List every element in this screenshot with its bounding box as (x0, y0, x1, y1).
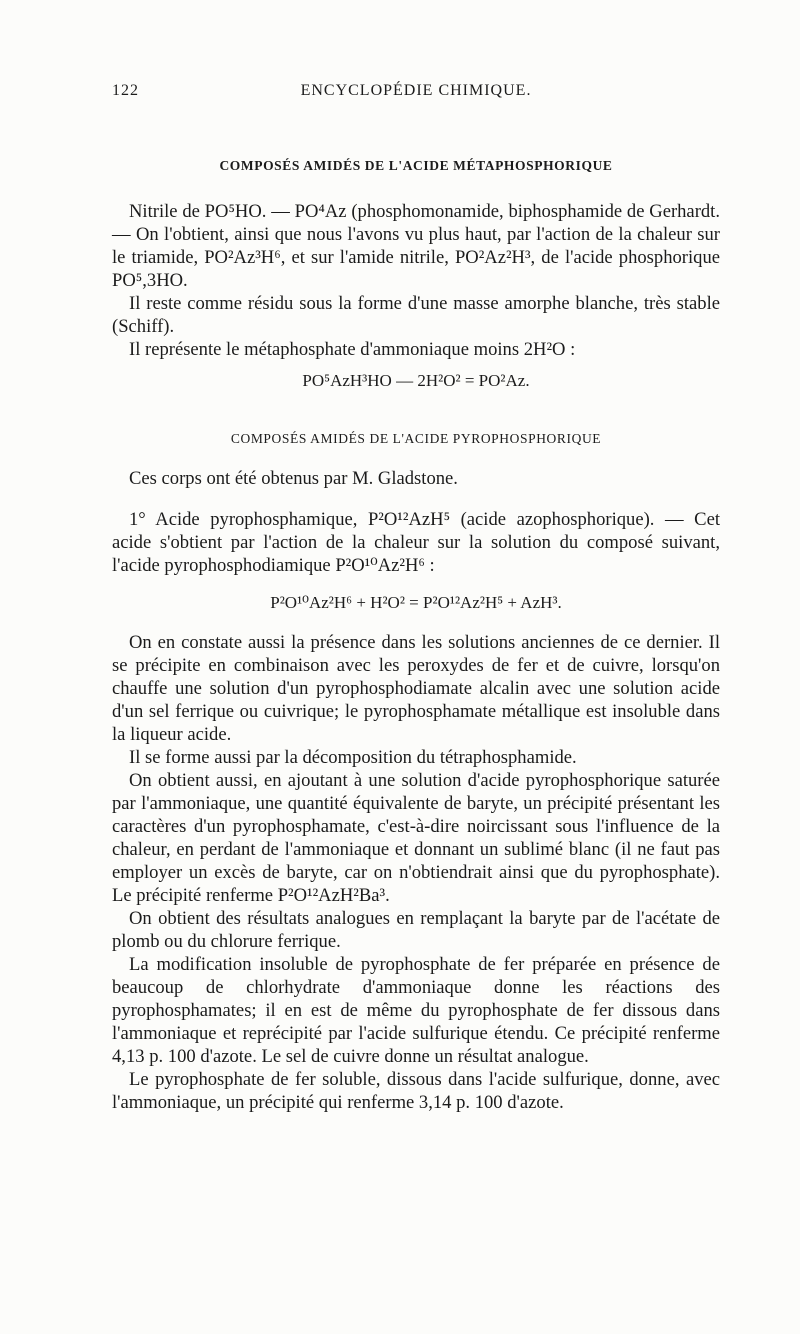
paragraph: La modification insoluble de pyrophosphate de fer préparée en présence de beaucoup de chlorhydrate d'ammoniaque donne les réactions des pyrophosphamates; il en est de même du pyrophosphate de fer dissous dans l'ammoniaque et reprécipité par l'acide sulfurique étendu. Ce précipité renferme 4,13 p. 100 d'azote. Le sel de cuivre donne un résultat analogue. (112, 954, 720, 1067)
equation: PO⁵AzH³HO — 2H²O² = PO²Az. (302, 371, 530, 390)
paragraph: Le pyrophosphate de fer soluble, dissous dans l'acide sulfurique, donne, avec l'ammoniaque, un précipité qui renferme 3,14 p. 100 d'azote. (112, 1069, 720, 1113)
paragraph: Ces corps ont été obtenus par M. Gladstone. (129, 468, 458, 489)
paragraph: Il se forme aussi par la décomposition du tétraphosphamide. (129, 747, 577, 768)
page-number: 122 (112, 82, 139, 99)
running-title: ENCYCLOPÉDIE CHIMIQUE. (300, 82, 532, 99)
paragraph: On obtient aussi, en ajoutant à une solution d'acide pyrophosphorique saturée par l'ammoniaque, une quantité équivalente de baryte, un précipité présentant les caractères d'un pyrophosphamate, c'est-à-dire noircissant sous l'influence de la chaleur, en perdant de l'ammoniaque et donnant un sublimé blanc (il ne faut pas employer un excès de baryte, car on n'obtiendrait ainsi que du pyrophosphate). Le précipité renferme P²O¹²AzH²Ba³. (112, 770, 720, 906)
paragraph: On en constate aussi la présence dans les solutions anciennes de ce dernier. Il se précipite en combinaison avec les peroxydes de fer et de cuivre, lorsqu'on chauffe une solution d'un pyrophosphodiamate alcalin avec une solution acide d'un sel ferrique ou cuivrique; le pyrophosphamate métallique est insoluble dans la liqueur acide. (112, 632, 720, 745)
paragraph: Il reste comme résidu sous la forme d'une masse amorphe blanche, très stable (Schiff). (112, 293, 720, 337)
section-heading-metaphosphorique: COMPOSÉS AMIDÉS DE L'ACIDE MÉTAPHOSPHORIQUE (219, 158, 613, 173)
text-column (112, 158, 720, 1114)
page-header (112, 82, 720, 106)
section-heading-pyrophosphorique: COMPOSÉS AMIDÉS DE L'ACIDE PYROPHOSPHORIQUE (230, 431, 602, 446)
paragraph: On obtient des résultats analogues en remplaçant la baryte par de l'acétate de plomb ou du chlorure ferrique. (112, 908, 720, 952)
equation: P²O¹⁰Az²H⁶ + H²O² = P²O¹²Az²H⁵ + AzH³. (270, 593, 562, 612)
paragraph: Il représente le métaphosphate d'ammoniaque moins 2H²O : (129, 339, 576, 360)
paragraph: Nitrile de PO⁵HO. — PO⁴Az (phosphomonamide, biphosphamide de Gerhardt. — On l'obtient, ainsi que nous l'avons vu plus haut, par l'action de la chaleur sur le triamide, PO²Az³H⁶, et sur l'amide nitrile, PO²Az²H³, de l'acide phosphorique PO⁵,3HO. (112, 201, 720, 291)
paragraph: 1° Acide pyrophosphamique, P²O¹²AzH⁵ (acide azophosphorique). — Cet acide s'obtient par l'action de la chaleur sur la solution du composé suivant, l'acide pyrophosphodiamique P²O¹⁰Az²H⁶ : (112, 509, 720, 576)
